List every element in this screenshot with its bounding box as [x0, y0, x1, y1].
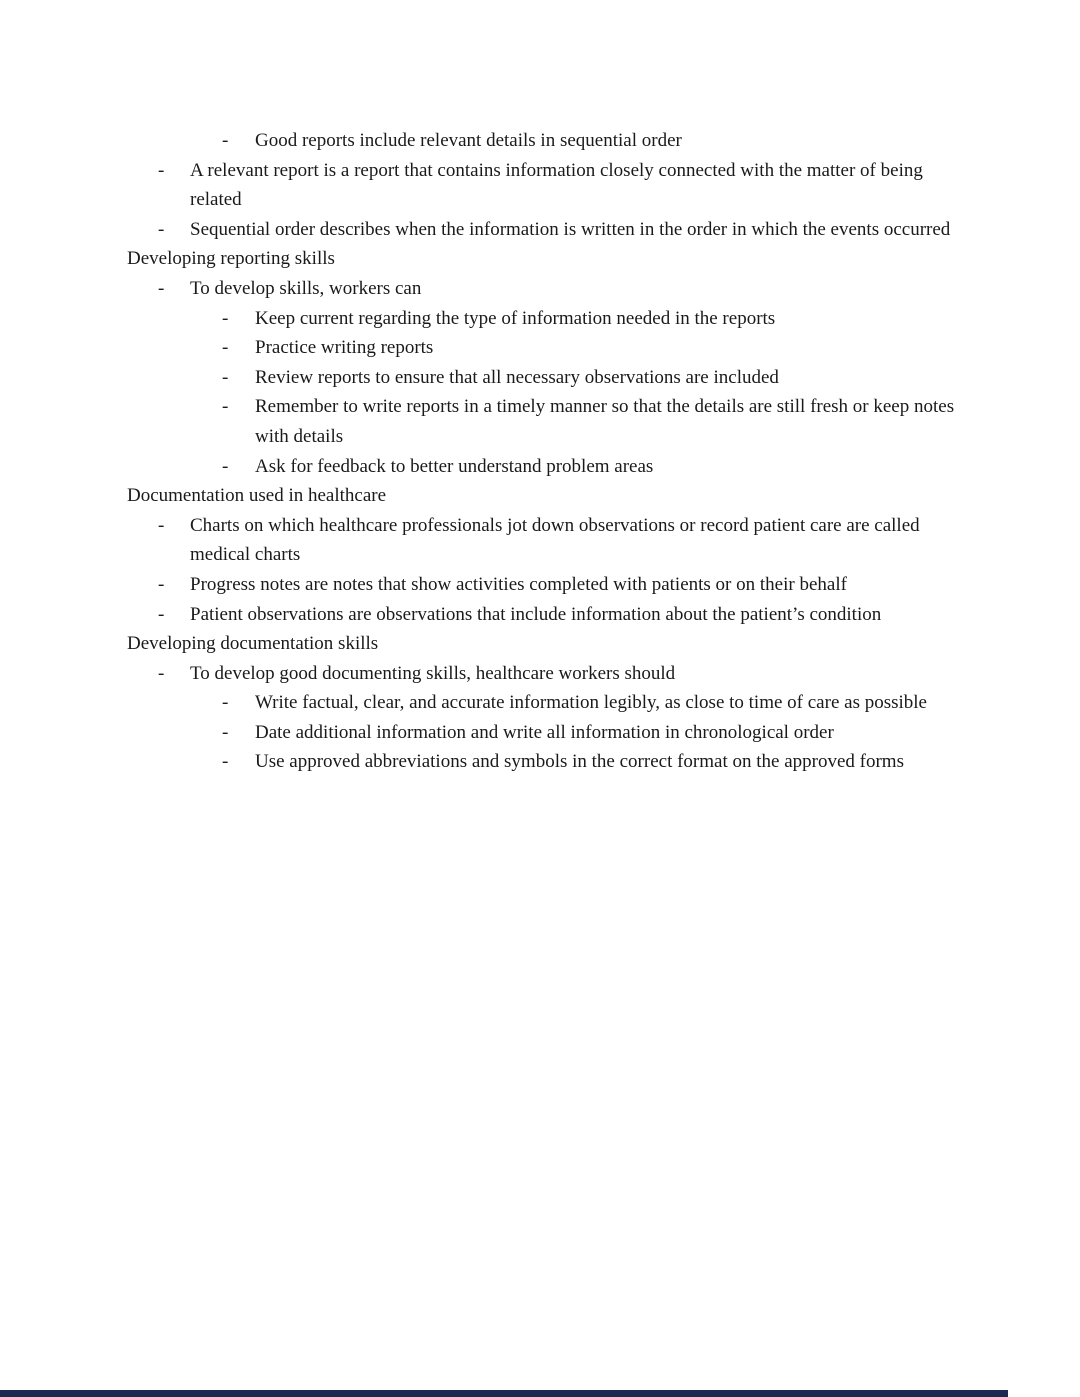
- bullet-line: [158, 274, 957, 304]
- bullet-line: [222, 452, 957, 482]
- bullet-dash: -: [222, 692, 229, 714]
- bullet-text: Charts on which healthcare professionals jot down observations or record patient care are called medical charts: [190, 514, 920, 566]
- bullet-text: Write factual, clear, and accurate information legibly, as close to time of care as possible: [255, 692, 927, 714]
- bullet-line: [222, 392, 957, 451]
- bullet-text: Remember to write reports in a timely manner so that the details are still fresh or keep notes with details: [255, 396, 955, 447]
- bullet-line: [222, 747, 957, 777]
- bullet-text: To develop good documenting skills, healthcare workers should: [190, 662, 676, 684]
- bullet-dash: -: [222, 721, 229, 743]
- bullet-line: [158, 570, 957, 600]
- bullet-dash: -: [158, 218, 165, 240]
- bullet-line: [158, 215, 957, 245]
- bullet-text: A relevant report is a report that contains information closely connected with the matter of being related: [190, 159, 923, 211]
- bullet-dash: -: [222, 396, 229, 418]
- bullet-dash: -: [222, 130, 229, 151]
- section-heading-line: [127, 481, 957, 511]
- page-bottom-bar: [0, 1390, 1008, 1397]
- bullet-text: Ask for feedback to better understand problem areas: [255, 455, 654, 477]
- bullet-text: Sequential order describes when the information is written in the order in which the events occurred: [190, 218, 951, 240]
- bullet-line: [222, 333, 957, 363]
- section-heading-line: [127, 244, 957, 274]
- bullet-dash: -: [158, 159, 165, 181]
- bullet-line: [158, 156, 957, 215]
- bullet-text: Use approved abbreviations and symbols in the correct format on the approved forms: [255, 751, 904, 773]
- bullet-text: Date additional information and write all information in chronological order: [255, 721, 834, 743]
- bullet-dash: -: [222, 455, 229, 477]
- bullet-line: [222, 126, 957, 156]
- bullet-dash: -: [222, 751, 229, 773]
- bullet-text: Progress notes are notes that show activities completed with patients or on their behalf: [190, 573, 847, 595]
- section-heading-text: Developing documentation skills: [127, 633, 379, 655]
- section-heading-text: Developing reporting skills: [127, 248, 335, 270]
- bullet-dash: -: [222, 337, 229, 359]
- bullet-text: Good reports include relevant details in sequential order: [255, 130, 682, 151]
- bullet-dash: -: [158, 514, 165, 536]
- bullet-line: [158, 511, 957, 570]
- bullet-line: [222, 718, 957, 748]
- bullet-dash: -: [222, 307, 229, 329]
- bullet-dash: -: [158, 603, 165, 625]
- bullet-line: [222, 304, 957, 334]
- section-heading-text: Documentation used in healthcare: [127, 485, 387, 507]
- bullet-text: Keep current regarding the type of information needed in the reports: [255, 307, 776, 329]
- bullet-line: [158, 659, 957, 689]
- bullet-line: [158, 600, 957, 630]
- bullet-text: To develop skills, workers can: [190, 277, 422, 299]
- bullet-dash: -: [158, 277, 165, 299]
- bullet-dash: -: [158, 573, 165, 595]
- bullet-text: Practice writing reports: [255, 337, 434, 359]
- document-body: [127, 126, 957, 777]
- bullet-text: Patient observations are observations that include information about the patient’s condition: [190, 603, 882, 625]
- bullet-dash: -: [222, 366, 229, 388]
- bullet-dash: -: [158, 662, 165, 684]
- section-heading-line: [127, 629, 957, 659]
- bullet-text: Review reports to ensure that all necessary observations are included: [255, 366, 779, 388]
- bullet-line: [222, 363, 957, 393]
- bullet-line: [222, 688, 957, 718]
